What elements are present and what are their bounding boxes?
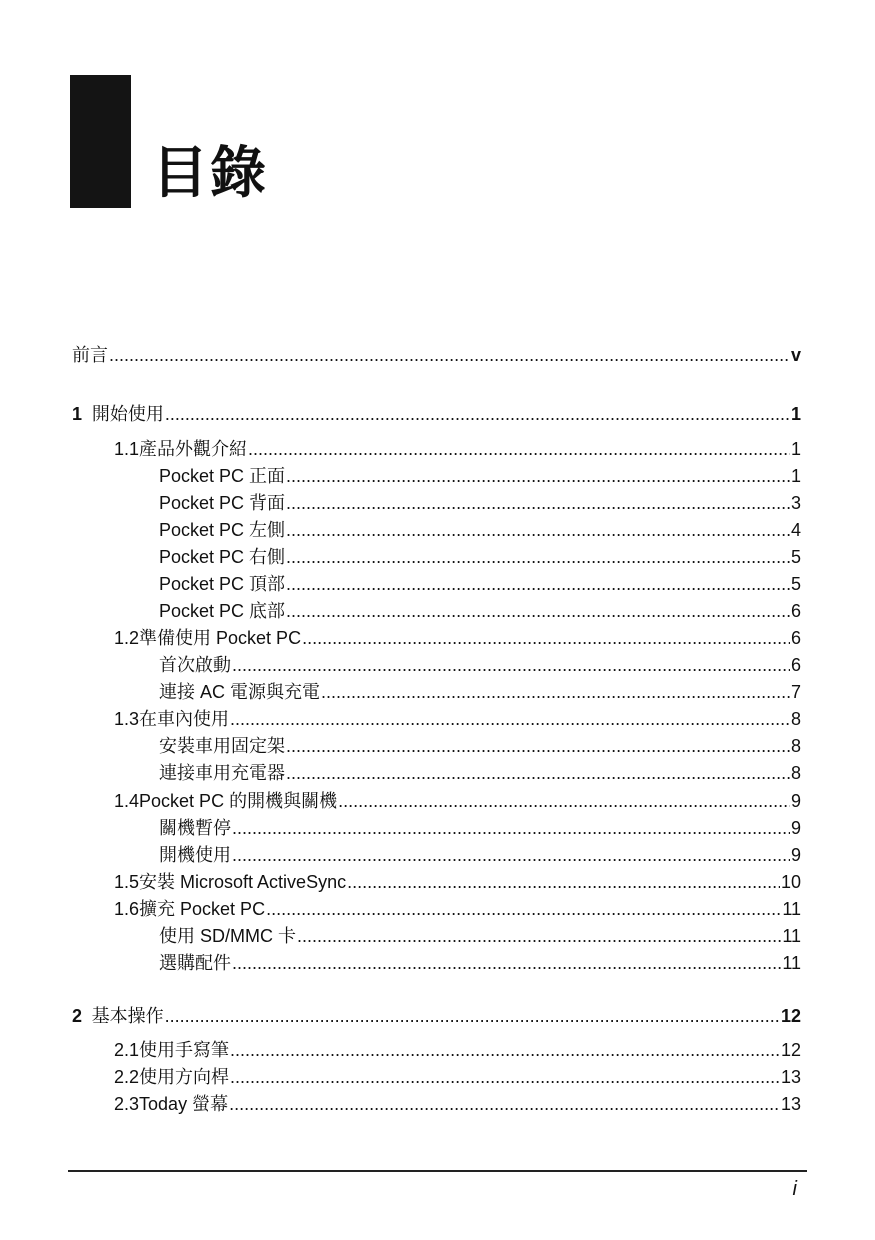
leader-dots bbox=[230, 707, 790, 731]
toc-label: 首次啟動 bbox=[159, 655, 231, 675]
toc-entry-1-1[interactable] bbox=[114, 437, 801, 461]
toc-page: 8 bbox=[790, 763, 801, 783]
toc-page: 5 bbox=[790, 547, 801, 567]
leader-dots bbox=[302, 626, 790, 650]
leader-dots bbox=[109, 343, 790, 367]
toc-label: 準備使用 Pocket PC bbox=[139, 628, 302, 648]
toc-label: 開機使用 bbox=[159, 845, 231, 865]
page-number: i bbox=[792, 1178, 797, 1200]
toc-page: 11 bbox=[782, 953, 801, 973]
leader-dots bbox=[286, 572, 790, 596]
toc-number: 1.4 bbox=[114, 791, 140, 811]
toc-page: 9 bbox=[790, 818, 801, 838]
toc-label: 在車內使用 bbox=[139, 709, 230, 729]
toc-label: 選購配件 bbox=[159, 953, 231, 973]
toc-entry-2-3[interactable] bbox=[114, 1092, 801, 1116]
toc-entry-1-1-right[interactable] bbox=[159, 545, 801, 569]
toc-number: 1.2 bbox=[114, 628, 140, 648]
leader-dots bbox=[165, 1004, 780, 1028]
toc-label: Pocket PC 右側 bbox=[159, 547, 286, 567]
toc-entry-1-1-left[interactable] bbox=[159, 518, 801, 542]
toc-label: Pocket PC 左側 bbox=[159, 520, 286, 540]
leader-dots bbox=[232, 843, 790, 867]
toc-entry-1-3-mount[interactable] bbox=[159, 734, 801, 758]
toc-entry-1-1-front[interactable] bbox=[159, 464, 801, 488]
leader-dots bbox=[232, 816, 790, 840]
leader-dots bbox=[232, 951, 781, 975]
toc-page: 6 bbox=[790, 655, 801, 675]
toc-page: 8 bbox=[790, 709, 801, 729]
toc-label: Pocket PC 的開機與關機 bbox=[139, 791, 338, 811]
toc-page: 3 bbox=[790, 493, 801, 513]
toc-entry-2-2[interactable] bbox=[114, 1065, 801, 1089]
toc-label: Pocket PC 背面 bbox=[159, 493, 286, 513]
leader-dots bbox=[266, 897, 781, 921]
leader-dots bbox=[297, 924, 781, 948]
toc-number: 2.1 bbox=[114, 1040, 140, 1060]
toc-label: 前言 bbox=[72, 345, 108, 365]
toc-label: 基本操作 bbox=[91, 1006, 164, 1026]
toc-label: 使用手寫筆 bbox=[139, 1040, 230, 1060]
leader-dots bbox=[248, 437, 790, 461]
leader-dots bbox=[321, 680, 790, 704]
toc-number: 1 bbox=[72, 404, 83, 424]
toc-page: 6 bbox=[790, 628, 801, 648]
toc-label: 擴充 Pocket PC bbox=[139, 899, 266, 919]
toc-entry-1-2[interactable] bbox=[114, 626, 801, 650]
toc-entry-1-1-back[interactable] bbox=[159, 491, 801, 515]
toc-entry-1-4[interactable] bbox=[114, 789, 801, 813]
toc-page: 12 bbox=[780, 1040, 801, 1060]
toc-entry-preface[interactable] bbox=[72, 343, 801, 367]
toc-page: 1 bbox=[790, 466, 801, 486]
toc-entry-1-5[interactable] bbox=[114, 870, 801, 894]
toc-page: 8 bbox=[790, 736, 801, 756]
toc-entry-chapter-2[interactable] bbox=[72, 1004, 801, 1028]
toc-label: 連接 AC 電源與充電 bbox=[159, 682, 321, 702]
toc-label: 產品外觀介紹 bbox=[139, 439, 248, 459]
toc-page: 11 bbox=[782, 926, 801, 946]
toc-page: 5 bbox=[790, 574, 801, 594]
toc-page: 9 bbox=[790, 791, 801, 811]
leader-dots bbox=[286, 464, 790, 488]
toc-label: 安裝 Microsoft ActiveSync bbox=[139, 872, 347, 892]
leader-dots bbox=[286, 761, 790, 785]
leader-dots bbox=[230, 1065, 780, 1089]
toc-entry-1-3[interactable] bbox=[114, 707, 801, 731]
toc-label: 使用方向桿 bbox=[139, 1067, 230, 1087]
toc-number: 1.6 bbox=[114, 899, 140, 919]
toc-entry-1-2-first-boot[interactable] bbox=[159, 653, 801, 677]
leader-dots bbox=[347, 870, 780, 894]
toc-page: 13 bbox=[780, 1094, 801, 1114]
toc-page: 1 bbox=[790, 404, 801, 424]
toc-label: Pocket PC 頂部 bbox=[159, 574, 286, 594]
toc-entry-1-4-power-on[interactable] bbox=[159, 843, 801, 867]
leader-dots bbox=[286, 599, 790, 623]
toc-number: 2 bbox=[72, 1006, 83, 1026]
toc-number: 1.1 bbox=[114, 439, 140, 459]
toc-page: 11 bbox=[782, 899, 801, 919]
toc-page: 9 bbox=[790, 845, 801, 865]
toc-page: v bbox=[790, 345, 801, 365]
toc-entry-chapter-1[interactable] bbox=[72, 402, 801, 426]
toc-number: 2.3 bbox=[114, 1094, 140, 1114]
toc-page: 6 bbox=[790, 601, 801, 621]
toc-entry-1-6-sd-card[interactable] bbox=[159, 924, 801, 948]
leader-dots bbox=[286, 734, 790, 758]
toc-page: 13 bbox=[780, 1067, 801, 1087]
toc-number: 1.3 bbox=[114, 709, 140, 729]
leader-dots bbox=[286, 518, 790, 542]
toc-label: Today 螢幕 bbox=[139, 1094, 229, 1114]
toc-page: 1 bbox=[790, 439, 801, 459]
footer-rule bbox=[68, 1170, 807, 1172]
toc-label: 連接車用充電器 bbox=[159, 763, 285, 783]
leader-dots bbox=[230, 1038, 780, 1062]
toc-label: Pocket PC 正面 bbox=[159, 466, 286, 486]
toc-entry-2-1[interactable] bbox=[114, 1038, 801, 1062]
toc-page: 4 bbox=[790, 520, 801, 540]
leader-dots bbox=[229, 1092, 780, 1116]
toc-entry-1-6[interactable] bbox=[114, 897, 801, 921]
toc-entry-1-2-ac-power[interactable] bbox=[159, 680, 801, 704]
toc-label: 使用 SD/MMC 卡 bbox=[159, 926, 296, 946]
page-title: 目錄 bbox=[152, 141, 268, 204]
toc-label: Pocket PC 底部 bbox=[159, 601, 286, 621]
leader-dots bbox=[338, 789, 790, 813]
chapter-marker-block bbox=[70, 75, 131, 208]
toc-page: 12 bbox=[780, 1006, 801, 1026]
toc-entry-1-1-top[interactable] bbox=[159, 572, 801, 596]
toc-label: 開始使用 bbox=[91, 404, 164, 424]
toc-entry-1-3-car-charger[interactable] bbox=[159, 761, 801, 785]
toc-entry-1-6-accessories[interactable] bbox=[159, 951, 801, 975]
toc-number: 2.2 bbox=[114, 1067, 140, 1087]
toc-label: 關機暫停 bbox=[159, 818, 231, 838]
leader-dots bbox=[286, 545, 790, 569]
toc-number: 1.5 bbox=[114, 872, 140, 892]
leader-dots bbox=[232, 653, 790, 677]
toc-page: 7 bbox=[790, 682, 801, 702]
leader-dots bbox=[165, 402, 790, 426]
toc-page: 10 bbox=[780, 872, 801, 892]
leader-dots bbox=[286, 491, 790, 515]
toc-label: 安裝車用固定架 bbox=[159, 736, 285, 756]
toc-entry-1-4-suspend[interactable] bbox=[159, 816, 801, 840]
toc-entry-1-1-bottom[interactable] bbox=[159, 599, 801, 623]
